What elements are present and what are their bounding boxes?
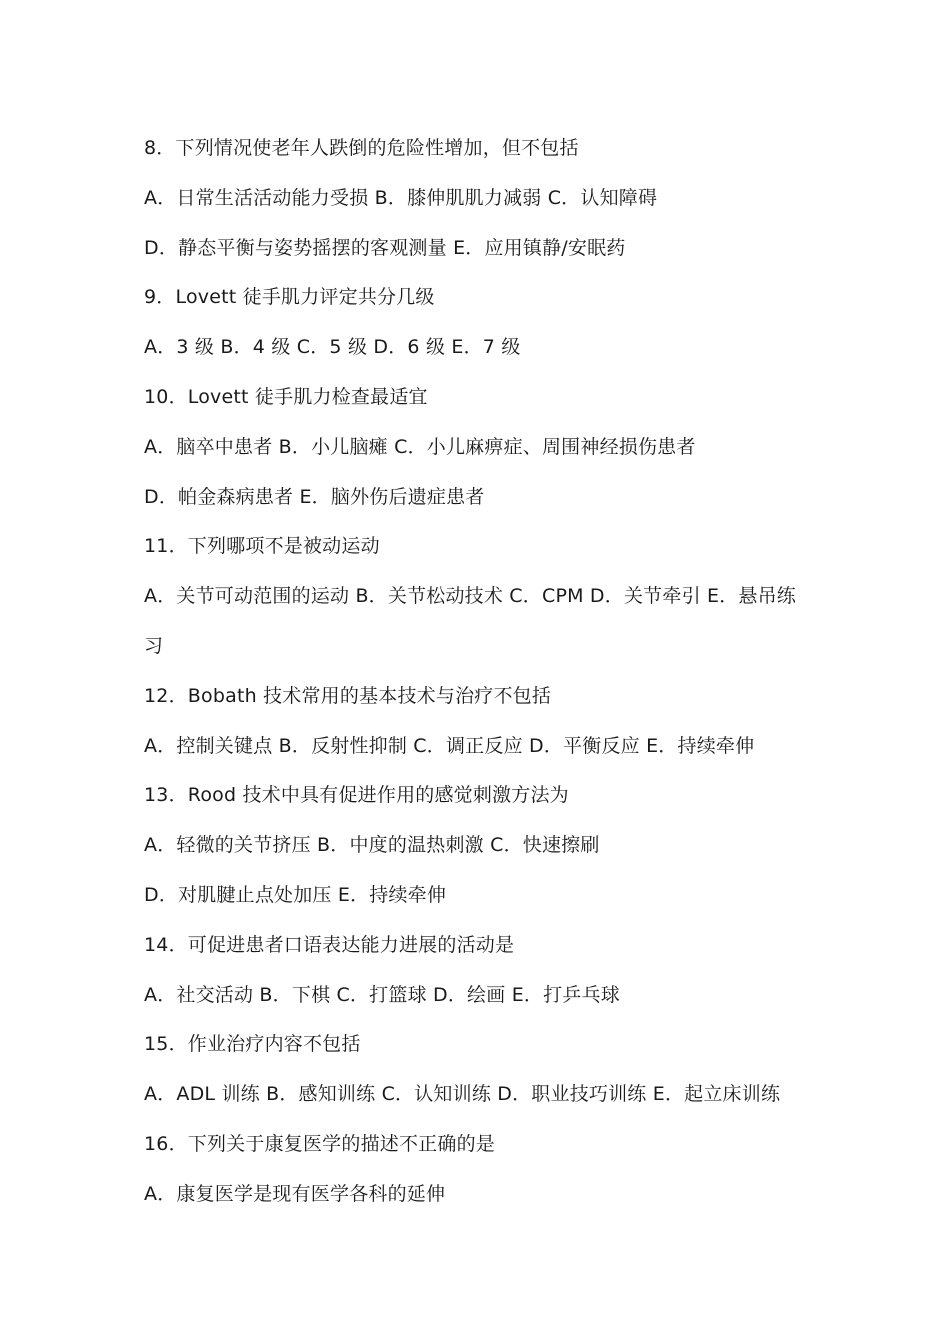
- question-11-options-line-2: 习: [144, 634, 164, 657]
- question-10-options-line-1: A．脑卒中患者 B．小儿脑瘫 C．小儿麻痹症、周围神经损伤患者: [144, 435, 696, 458]
- question-14-stem: 14．可促进患者口语表达能力进展的活动是: [144, 933, 515, 956]
- question-12-options: A．控制关键点 B．反射性抑制 C．调正反应 D．平衡反应 E．持续牵伸: [144, 734, 755, 757]
- question-10-stem: 10．Lovett 徒手肌力检查最适宜: [144, 385, 428, 408]
- question-15-stem: 15．作业治疗内容不包括: [144, 1033, 361, 1056]
- question-13-options-line-2: D．对肌腱止点处加压 E．持续牵伸: [144, 883, 447, 906]
- question-16-stem: 16．下列关于康复医学的描述不正确的是: [144, 1132, 495, 1155]
- question-12-stem: 12．Bobath 技术常用的基本技术与治疗不包括: [144, 684, 552, 707]
- question-9-stem: 9．Lovett 徒手肌力评定共分几级: [144, 286, 435, 309]
- question-8-stem: 8．下列情况使老年人跌倒的危险性增加，但不包括: [144, 137, 579, 159]
- question-16-option-a: A．康复医学是现有医学各科的延伸: [144, 1182, 446, 1205]
- question-text-block: [144, 124, 844, 1220]
- question-13-options-line-1: A．轻微的关节挤压 B．中度的温热刺激 C．快速擦刷: [144, 834, 600, 857]
- question-11-stem: 11．下列哪项不是被动运动: [144, 535, 380, 558]
- question-9-options: A．3 级 B．4 级 C．5 级 D．6 级 E．7 级: [144, 336, 521, 359]
- question-10-options-line-2: D．帕金森病患者 E．脑外伤后遗症患者: [144, 485, 485, 508]
- question-13-stem: 13．Rood 技术中具有促进作用的感觉刺激方法为: [144, 784, 569, 807]
- question-15-options: A．ADL 训练 B．感知训练 C．认知训练 D．职业技巧训练 E．起立床训练: [144, 1083, 781, 1106]
- question-8-options-line-1: A．日常生活活动能力受损 B．膝伸肌肌力减弱 C．认知障碍: [144, 186, 658, 209]
- question-14-options: A．社交活动 B．下棋 C．打篮球 D．绘画 E．打乒乓球: [144, 983, 620, 1006]
- question-11-options-line-1: A．关节可动范围的运动 B．关节松动技术 C．CPM D．关节牵引 E．悬吊练: [144, 585, 797, 608]
- question-8-options-line-2: D．静态平衡与姿势摇摆的客观测量 E．应用镇静/安眠药: [144, 236, 626, 259]
